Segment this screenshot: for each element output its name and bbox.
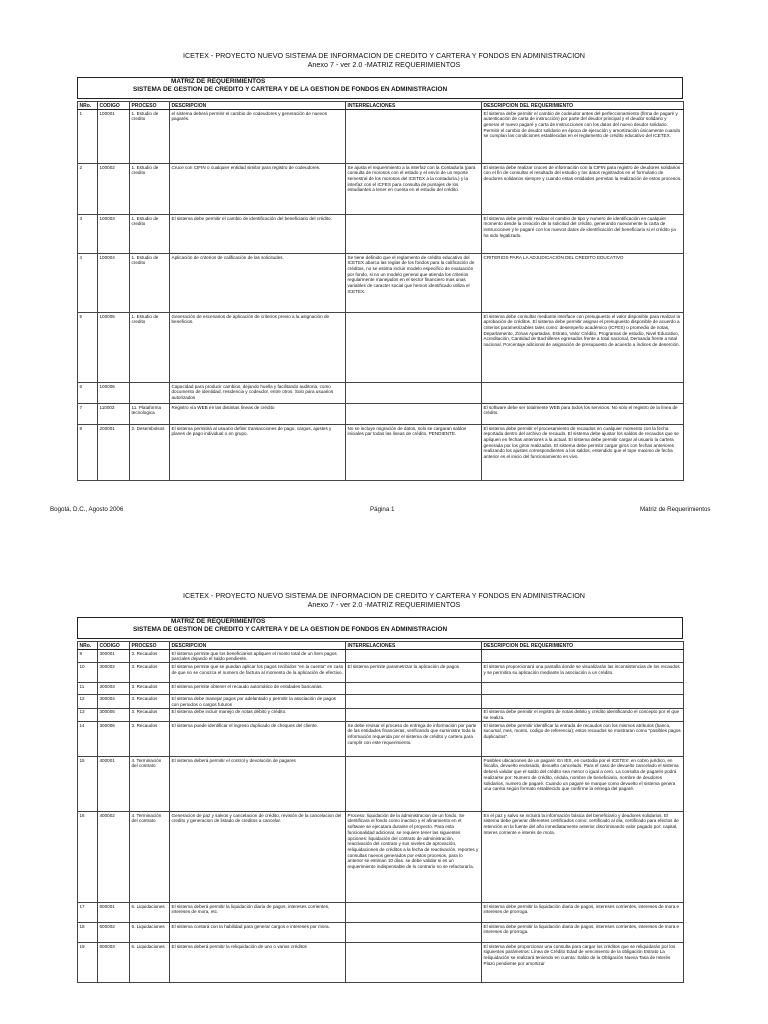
row-interrelations [346,383,482,404]
row-process: 6. Liquidaciones [130,923,170,943]
row-requirement [482,650,684,663]
table-row [78,722,684,757]
row-number: 3 [78,215,98,254]
row-description: El sistema permite que los beneficiarios apliquen el monto total de un ítem pagos parciales dejando el saldo pendiente. [170,650,346,663]
row-number: 6 [78,383,98,404]
row-interrelations [346,215,482,254]
row-process: 1. Estudio de credito [130,313,170,383]
footer-left: Bogotá, D.C., Agosto 2006 [50,506,124,513]
row-process: 4. Terminación del contrato [130,757,170,812]
row-interrelations: Proceso: liquidación de la administracion de un fondo. Se identificara el fondo como inactivo y el afinamiento en el software se ejecutara durante el proyecto. Para esta funcionalidad adicional, se requiere tener las siguientes opciones: liquidación del contrato de administración, reactivación del contrato y sus niveles de aprovación, reliquidaciones de créditos a la fecha de reactivación, reportes y consultas nuevos generados por estos procesos, para lo anterior se estiman 10 días. se debe validar si es un requerimiento indispensable de lo contrario no se refacturaría. [346,812,482,903]
row-requirement: El sistema debe permitir la liquidación diaria de pagos, intereses corrientes, intereses de mora e intereses de prorroga. [482,903,684,923]
row-requirement: CRITERIOS PARA LA ADJUDICACIÓN DEL CREDITO EDUCATIVO [482,254,684,313]
row-requirement: El sistema debe realizar cruces de información con la CIFIN para registro de deudores solidarios con el fin de consultar el resultado del estudio y los datos registrados en el formulario de deudores solidarios siempre y cuando estas entidades permitan la realización de estos procesos. [482,164,684,215]
matrix-title: MATRIZ DE REQUERIMIENTOS [171,78,266,85]
row-number: 15 [78,757,98,812]
row-code: 110003 [98,404,130,425]
column-header-process: PROCESO [130,642,170,650]
row-code: 300002 [98,663,130,683]
row-code: 400001 [98,757,130,812]
table-header-row [78,642,684,650]
row-process: 4. Terminación del contrato [130,812,170,903]
row-interrelations [346,757,482,812]
table-row [78,923,684,943]
system-title: SISTEMA DE GESTION DE CREDITO Y CARTERA Y DE LA GESTION DE FONDOS EN ADMINISTRACION [133,86,448,93]
row-process: 2. Desembolsos [130,425,170,481]
document-subtitle: Anexo 7 - ver 2.0 -MATRIZ REQUERIMIENTOS [307,60,461,69]
row-description: El sistema contará con la habilidad para generar cargos e intereses por mora. [170,923,346,943]
row-description: el sistema deberá permitir el cambio de codeudores y generación de nuevos pagarés. [170,110,346,164]
row-code: 200001 [98,425,130,481]
row-process: 6. Liquidaciones [130,943,170,983]
column-header-requirement: DESCRIPCION DEL REQUERIMIENTO [482,102,684,110]
row-description: Capacidad para producir cambios, dejando huella y facilitando auditoria, como documento de identidad, residencia y codeudor, entre otros. Solo para usuarios autorizados [170,383,346,404]
table-row [78,683,684,695]
row-interrelations: Se tiene definido que el reglamento de crédito educativo del ICETEX abarca las reglas de los fondos para la calificación de créditos, no se estima incluir modelo especifico de evaluación por fondo, si no un modelo general que atienda los criterios regularmente manejados en el sector financiero mas unas variables de caracter social que hemos identificado utiliza el ICETEX. [346,254,482,313]
row-process: 1. Estudio de credito [130,215,170,254]
row-process: 3. Recaudos [130,683,170,695]
row-number: 16 [78,812,98,903]
row-requirement [482,695,684,708]
row-code: 400002 [98,812,130,903]
table-row [78,663,684,683]
row-process: 6. Liquidaciones [130,903,170,923]
row-description: El sistema permite que se puedan aplicar los pagos recibidos "en la cuenta" en caso de que no se conozca el numero de factura al momento de la aplicación de efectivo. [170,663,346,683]
row-description: Generacion de paz y salvos y cancelacion de crédito, revisión de la cancelacion del credito y generacion de listado de creditos a cancelar. [170,812,346,903]
matrix-header-box [77,77,683,99]
table-row [78,708,684,721]
row-code: 300004 [98,695,130,708]
footer-right: Matriz de Requerimientos [640,506,711,513]
matrix-header-box [77,617,683,639]
row-requirement: En el paz y salvo se incluirá la información básica del beneficiario y deudores solidarios. El sistema debe generar diferentes certificados como: certificado al día, certificado para efectos de retención en la fuente del año inmediatamente anterior discriminando valor pagado por: capital, Interes corriente e interés de mora. [482,812,684,903]
row-number: 4 [78,254,98,313]
row-number: 19 [78,943,98,983]
row-interrelations [346,110,482,164]
row-number: 9 [78,650,98,663]
row-requirement: El sistema debe permitir realizar el cambio de tipo y numero de identificación en cualquier momento desde la creación de la solicitud del crédito, generando nuevamente la carta de instrucciones y le pagaré con los nuevos datos de identificación del beneficiario si el crédito ya ha sido legalizado. [482,215,684,254]
row-description: El sistema puede identificar el ingreso duplicado de cheques del cliente. [170,722,346,757]
row-interrelations [346,313,482,383]
column-header-interrelations: INTERRELACIONES [346,642,482,650]
column-header-code: CODIGO [98,102,130,110]
row-interrelations: El sistema permite parametrizar la aplicación de pagos [346,663,482,683]
row-code: 100003 [98,215,130,254]
row-code: 300003 [98,683,130,695]
row-interrelations: Se debe revisar el proceso de entrega de información por parte de las entidades financieras, verificando que suministre toda la información requerida por el sistema de crédito y cartera para cumplir con este requerimiento. [346,722,482,757]
row-interrelations [346,683,482,695]
row-code: 100006 [98,383,130,404]
page-2 [0,560,768,1024]
row-process: 3. Recaudos [130,663,170,683]
document-title: ICETEX - PROYECTO NUEVO SISTEMA DE INFORMACION DE CREDITO Y CARTERA Y FONDOS EN ADMINISTRACION [182,51,586,60]
row-number: 7 [78,404,98,425]
row-process: 1. Estudio de credito [130,164,170,215]
table-row [78,254,684,313]
row-description: El sistema debe permitir el cambio de identificación del beneficiario del crédito. [170,215,346,254]
row-requirement: El sistema debe permitir el registro de notas debito y crédito identificando el concepto por el que se realiza. [482,708,684,721]
row-description: El sistema permite obtener el recaudo automático de entidades bancarias. [170,683,346,695]
row-requirement: El sistema debe permitir la liquidación diaria de pagos, intereses corrientes, intereses de mora e intereses de prorroga. [482,923,684,943]
row-description: El sistema deberá permitir la reliquidación de uno o varios créditos [170,943,346,983]
row-requirement [482,683,684,695]
row-requirement: El sistema debe permitir el procesamiento de recaudos en cualquier momento con la fecha reportada dentro del archivo de recaudo. El sistema debe ajustar los saldos de recaudos que se apliquen en fechas anteriores a la actual. El sistema debe permitir cargar al usuario la cartera generada por los giros realizados. El sistema debe permitir cargar giros con fechas anteriores realizando los ajustes correspondientes a los saldos, entendido que el tope maximo de fecha anterior es el inicio del funcionamiento en vivo. [482,425,684,481]
table-row [78,757,684,812]
row-number: 5 [78,313,98,383]
row-description: El sistema permitirá al usuario definir transacciones de pago, cargos, ajustes y planes de pago individual o en grupo. [170,425,346,481]
row-code: 300001 [98,650,130,663]
document-subtitle: Anexo 7 - ver 2.0 -MATRIZ REQUERIMIENTOS [307,600,461,609]
row-process: 3. Recaudos [130,722,170,757]
row-process: 1. Estudio de credito [130,110,170,164]
row-number: 8 [78,425,98,481]
row-process: 3. Recaudos [130,650,170,663]
row-interrelations [346,650,482,663]
column-header-description: DESCRIPCION [170,642,346,650]
column-header-process: PROCESO [130,102,170,110]
row-code: 600002 [98,923,130,943]
table-row [78,313,684,383]
row-process: 3. Recaudos [130,708,170,721]
table-header-row [78,102,684,110]
row-number: 11 [78,683,98,695]
row-interrelations [346,903,482,923]
row-description: El sistema deberá permitir el control y devolución de pagares [170,757,346,812]
row-description: El sistema debe incluir manejo de notas débito y crédito. [170,708,346,721]
table-row [78,164,684,215]
row-process: 1. Estudio de credito [130,254,170,313]
row-interrelations [346,923,482,943]
column-header-requirement: DESCRIPCION DEL REQUERIMIENTO [482,642,684,650]
table-row [78,903,684,923]
column-header-code: CODIGO [98,642,130,650]
table-row [78,383,684,404]
row-requirement: El sistema debe permitir identificar la entrada de recaudos con los mismos atributos (banco, sucursal, mes, monto, codigo de referencia); estos recaudos se mostraran como "posibles pagos duplicados". [482,722,684,757]
row-interrelations: No se incluye migración de datos, solo se cargaran saldos iniciales par todas las lineas de crédito. PENDIENTE. [346,425,482,481]
row-requirement: El sistema debe proporcionar una consulta para cargar los créditos que se reliquidarán por los siguientes parámetros: Línea de Crédito Edad de vencimiento de la obligación Estrato La reliquidación se realizará teniendo en cuenta: Saldo de la Obligación Nueva Tasa de Interés Plazo pendiente por amortizar [482,943,684,983]
row-process: 11. Plataforma tecnologica [130,404,170,425]
row-code: 100004 [98,254,130,313]
table-row [78,215,684,254]
row-number: 10 [78,663,98,683]
column-header-interrelations: INTERRELACIONES [346,102,482,110]
row-interrelations [346,695,482,708]
row-code: 300005 [98,708,130,721]
row-number: 13 [78,708,98,721]
row-code: 100001 [98,110,130,164]
row-requirement: Posibles ubicaciones de un pagaré: En IES, en custodia por el ICETEX: en cobro jurídico, en fiscalía, devuelto endosado, devuelto cancelado. Para el caso de devuelto cancelado el sistema deberá validar que el saldo del crédito sea menor o igual a cero. La consulta de pagarés podrá realizarse por: Numero de crédito, cédula, nombre de beneficiario, nombre de deudores solidarios, numero de pagaré. Cuando un pagaré se marque como devuelto el sistema genera una careta según formato establecido que confirme la entrega del pagaré. [482,757,684,812]
row-process [130,383,170,404]
row-number: 18 [78,923,98,943]
row-code: 100002 [98,164,130,215]
table-row [78,425,684,481]
document-title: ICETEX - PROYECTO NUEVO SISTEMA DE INFORMACION DE CREDITO Y CARTERA Y FONDOS EN ADMINISTRACION [182,591,586,600]
table-row [78,110,684,164]
row-number: 1 [78,110,98,164]
row-interrelations [346,943,482,983]
row-requirement: El sistema debe permitir el cambio de codeudor antes del perfeccionamiento (firma de pagaré y autenticación de carta de instrucción) por parte del deudor principal y el deudor solidario y generar el nuevo pagaré y carta de instrucciones con los datos del nuevo deudor solidario. Permitir el cambio de deudor solidario en época de ejecución y amortización únicamente cuando se cumplan las condiciones establecidas en el reglamento de crédito educativo del ICETEX. [482,110,684,164]
row-number: 14 [78,722,98,757]
table-row [78,404,684,425]
table-row [78,812,684,903]
row-description: Registro vía WEB en las distintas líneas de crédito [170,404,346,425]
column-header-description: DESCRIPCION [170,102,346,110]
table-row [78,943,684,983]
row-process: 3. Recaudos [130,695,170,708]
row-code: 300006 [98,722,130,757]
row-description: El sistema debe manejar pagos por adelantado y permitir la asociación de pagos con periodos o cargos futuros [170,695,346,708]
row-description: Aplicación de criterios de calificación de las solicitudes. [170,254,346,313]
table-row [78,695,684,708]
row-code: 600001 [98,903,130,923]
row-interrelations: Se ajusta el requerimiento a la interfaz con la Contaduría (para consulta de morosos con el estado y el envío de un reporte semestral de los morosos del ICETEX a la contaduría.) y la interfaz con el ICFES para consulta de puntajes de los estudiantes a tener en cuenta en el estudio del crédito. [346,164,482,215]
row-description: Generación de escenarios de aplicación de criterios previo a la asignación de beneficios. [170,313,346,383]
row-number: 12 [78,695,98,708]
row-description: Cruce con CIFIN o cualquier entidad similar para registro de codeudores. [170,164,346,215]
column-header-number: NRo. [78,102,98,110]
row-number: 2 [78,164,98,215]
requirements-table [77,641,684,983]
requirements-table [77,101,684,481]
row-requirement: El software debe ser totalmente WEB para todos los servicios. No solo el registro de la línea de crédito. [482,404,684,425]
column-header-number: NRo. [78,642,98,650]
system-title: SISTEMA DE GESTION DE CREDITO Y CARTERA Y DE LA GESTION DE FONDOS EN ADMINISTRACION [133,626,448,633]
row-interrelations [346,708,482,721]
matrix-title: MATRIZ DE REQUERIMIENTOS [171,618,266,625]
footer-page-number: Página 1 [370,506,395,513]
row-number: 17 [78,903,98,923]
row-code: 100005 [98,313,130,383]
row-requirement [482,383,684,404]
row-description: El sistema deberá permitir la liquidación diaria de pagos, intereses corrientes, intereses de mora, etc. [170,903,346,923]
row-requirement: El sistema proporcionará una pantalla donde se visualizarán las inconsistencias de los recaudos y se permitira su aplicación mediante la asociación a un crédito. [482,663,684,683]
row-interrelations [346,404,482,425]
row-requirement: El sistema debe consultar mediante interface con presupuesto el valor disponible para realizar la aprobación de créditos. El sistema debe permitir asignar el presupuesto disponible de acuerdo a criterios parametrizables tales como: desempeño académico (ICFES) o promedio de notas, Departamento, Zonas Apartadas, Estrato, Valor Crédito, Programas de estudio, Nivel Educativo, Acreditación, Cantidad de Bachilleres egresados frente a total nacional, Demanda frente a total nacional. Porcentaje adicional de asignación de presupuesto de acuerdo a índices de deserción. [482,313,684,383]
table-row [78,650,684,663]
row-code: 600003 [98,943,130,983]
